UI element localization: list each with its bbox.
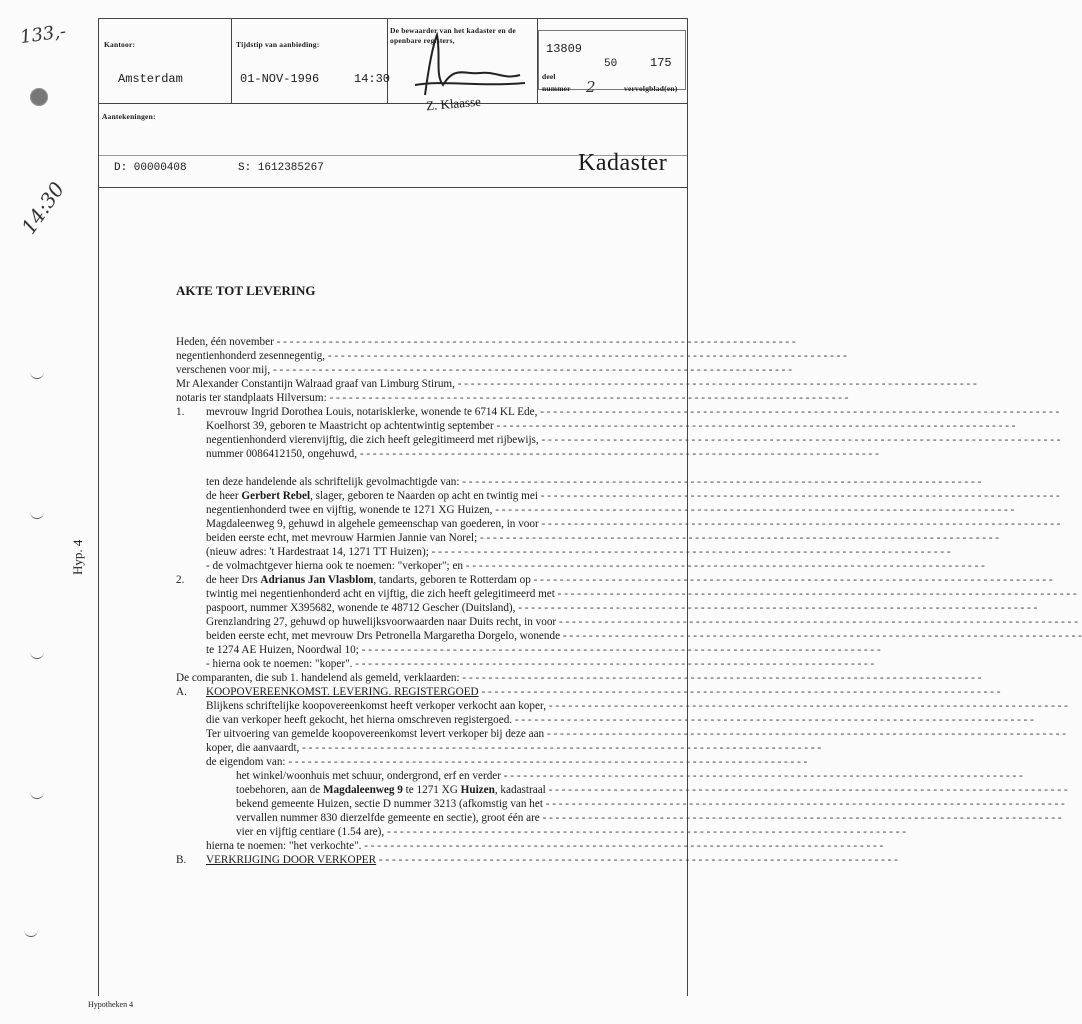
text-line: beiden eerste echt, met mevrouw Harmien Jannie van Norel; - - - - - - - - - - - - - - - - - - - - - - - - - - - - - - - - - - - - - - - - - - - - - - - - - - - - - - - - - - - - - - - - - - - - - - - - - - - - - - - -	[206, 532, 999, 544]
text-line: negentienhonderd vierenvijftig, die zich heeft gelegitimeerd met rijbewijs, - - - - - - - - - - - - - - - - - - - - - - - - - - - - - - - - - - - - - - - - - - - - - - - - - - - - - - - - - - - - - - - - - - - - - - - - - - - - - - - -	[206, 434, 1061, 446]
d-code: D: 00000408	[114, 162, 187, 174]
text-line: nummer 0086412150, ongehuwd, - - - - - - - - - - - - - - - - - - - - - - - - - - - - - - - - - - - - - - - - - - - - - - - - - - - - - - - - - - - - - - - - - - - - - - - - - - - - - - - -	[206, 448, 879, 460]
text-line: die van verkoper heeft gekocht, het hierna omschreven registergoed. - - - - - - - - - - - - - - - - - - - - - - - - - - - - - - - - - - - - - - - - - - - - - - - - - - - - - - - - - - - - - - - - - - - - - - - - - - - - - - - -	[206, 714, 1034, 726]
line-filler: - - - - - - - - - - - - - - - - - - - - - - - - - - - - - - - - - - - - - - - - - - - - - - - - - - - - - - - - - - - - - - - - - - - - - - - - - - - - - - - -	[477, 532, 999, 544]
line-filler: - - - - - - - - - - - - - - - - - - - - - - - - - - - - - - - - - - - - - - - - - - - - - - - - - - - - - - - - - - - - - - - - - - - - - - - - - - - - - - - -	[560, 630, 1082, 642]
text-line: De comparanten, die sub 1. handelend als gemeld, verklaarden: - - - - - - - - - - - - - - - - - - - - - - - - - - - - - - - - - - - - - - - - - - - - - - - - - - - - - - - - - - - - - - - - - - - - - - - - - - - - - - - -	[176, 672, 982, 684]
line-filler: - - - - - - - - - - - - - - - - - - - - - - - - - - - - - - - - - - - - - - - - - - - - - - - - - - - - - - - - - - - - - - - - - - - - - - - - - - - - - - - -	[384, 826, 906, 838]
text-line: (nieuw adres: 't Hardestraat 14, 1271 TT Huizen); - - - - - - - - - - - - - - - - - - - - - - - - - - - - - - - - - - - - - - - - - - - - - - - - - - - - - - - - - - - - - - - - - - - - - - - - - - - - - - - -	[206, 546, 951, 558]
line-filler: - - - - - - - - - - - - - - - - - - - - - - - - - - - - - - - - - - - - - - - - - - - - - - - - - - - - - - - - - - - - - - - - - - - - - - - - - - - - - - - -	[326, 392, 849, 404]
stamp-deel-label: deel	[542, 72, 556, 81]
document-title: AKTE TOT LEVERING	[176, 283, 316, 298]
text-line: koper, die aanvaardt, - - - - - - - - - - - - - - - - - - - - - - - - - - - - - - - - - - - - - - - - - - - - - - - - - - - - - - - - - - - - - - - - - - - - - - - - - - - - - - - -	[206, 742, 822, 754]
line-filler: - - - - - - - - - - - - - - - - - - - - - - - - - - - - - - - - - - - - - - - - - - - - - - - - - - - - - - - - - - - - - - - - - - - - - - - - - - - - - - - -	[493, 420, 1016, 432]
text-line: de heer Gerbert Rebel, slager, geboren te Naarden op acht en twintig mei - - - - - - - - - - - - - - - - - - - - - - - - - - - - - - - - - - - - - - - - - - - - - - - - - - - - - - - - - - - - - - - - - - - - - - - - - - - - - - - -	[206, 490, 1060, 502]
text-line: - de volmachtgever hierna ook te noemen: "verkoper"; en - - - - - - - - - - - - - - - - - - - - - - - - - - - - - - - - - - - - - - - - - - - - - - - - - - - - - - - - - - - - - - - - - - - - - - - - - - - - - - - -	[206, 560, 985, 572]
line-filler: - - - - - - - - - - - - - - - - - - - - - - - - - - - - - - - - - - - - - - - - - - - - - - - - - - - - - - - - - - - - - - - - - - - - - - - - - - - - - - - -	[539, 812, 1062, 824]
text-line: toebehoren, aan de Magdaleenweg 9 te 1271 XG Huizen, kadastraal - - - - - - - - - - - - - - - - - - - - - - - - - - - - - - - - - - - - - - - - - - - - - - - - - - - - - - - - - - - - - - - - - - - - - - - - - - - - - - - -	[236, 784, 1068, 796]
text-line: Blijkens schriftelijke koopovereenkomst heeft verkoper verkocht aan koper, - - - - - - - - - - - - - - - - - - - - - - - - - - - - - - - - - - - - - - - - - - - - - - - - - - - - - - - - - - - - - - - - - - - - - - - - - - - - - - - -	[206, 700, 1068, 712]
line-filler: - - - - - - - - - - - - - - - - - - - - - - - - - - - - - - - - - - - - - - - - - - - - - - - - - - - - - - - - - - - - - - - - - - - - - - - - - - - - - - - -	[478, 686, 1001, 698]
margin-note-top: 133,-	[18, 20, 68, 49]
line-filler: - - - - - - - - - - - - - - - - - - - - - - - - - - - - - - - - - - - - - - - - - - - - - - - - - - - - - - - - - - - - - - - - - - - - - - - - - - - - - - - -	[538, 518, 1061, 530]
side-label: Hyp. 4	[70, 539, 85, 575]
margin-mark	[30, 790, 44, 799]
line-filler: - - - - - - - - - - - - - - - - - - - - - - - - - - - - - - - - - - - - - - - - - - - - - - - - - - - - - - - - - - - - - - - - - - - - - - - - - - - - - - - -	[537, 406, 1060, 418]
footer-label: Hypotheken 4	[88, 1000, 134, 1009]
line-filler: - - - - - - - - - - - - - - - - - - - - - - - - - - - - - - - - - - - - - - - - - - - - - - - - - - - - - - - - - - - - - - - - - - - - - - - - - - - - - - - -	[285, 756, 808, 768]
kantoor-label: Kantoor:	[104, 40, 136, 49]
line-filler: - - - - - - - - - - - - - - - - - - - - - - - - - - - - - - - - - - - - - - - - - - - - - - - - - - - - - - - - - - - - - - - - - - - - - - - - - - - - - - - -	[459, 672, 982, 684]
text-line: mevrouw Ingrid Dorothea Louis, notarisklerke, wonende te 6714 KL Ede, - - - - - - - - - - - - - - - - - - - - - - - - - - - - - - - - - - - - - - - - - - - - - - - - - - - - - - - - - - - - - - - - - - - - - - - - - - - - - - - -	[206, 406, 1060, 418]
stamp-value-a: 50	[604, 58, 618, 70]
stamp-handwritten: 2	[586, 78, 596, 96]
text-line: notaris ter standplaats Hilversum: - - - - - - - - - - - - - - - - - - - - - - - - - - - - - - - - - - - - - - - - - - - - - - - - - - - - - - - - - - - - - - - - - - - - - - - - - - - - - - - -	[176, 392, 849, 404]
text-line: negentienhonderd twee en vijftig, wonende te 1271 XG Huizen, - - - - - - - - - - - - - - - - - - - - - - - - - - - - - - - - - - - - - - - - - - - - - - - - - - - - - - - - - - - - - - - - - - - - - - - - - - - - - - - -	[206, 504, 1015, 516]
kantoor-value: Amsterdam	[118, 72, 183, 86]
text-line: hierna te noemen: "het verkochte". - - - - - - - - - - - - - - - - - - - - - - - - - - - - - - - - - - - - - - - - - - - - - - - - - - - - - - - - - - - - - - - - - - - - - - - - - - - - - - - -	[206, 840, 884, 852]
line-filler: - - - - - - - - - - - - - - - - - - - - - - - - - - - - - - - - - - - - - - - - - - - - - - - - - - - - - - - - - - - - - - - - - - - - - - - - - - - - - - - -	[270, 364, 792, 376]
stamp-vervolgblad-label: vervolgblad(en)	[624, 84, 678, 93]
stamp-nummer-label: nummer	[542, 84, 571, 93]
line-filler: - - - - - - - - - - - - - - - - - - - - - - - - - - - - - - - - - - - - - - - - - - - - - - - - - - - - - - - - - - - - - - - - - - - - - - - - - - - - - - - -	[463, 560, 985, 572]
signature-name: Z. Klaasse	[425, 93, 482, 114]
text-line: - hierna ook te noemen: "koper". - - - - - - - - - - - - - - - - - - - - - - - - - - - - - - - - - - - - - - - - - - - - - - - - - - - - - - - - - - - - - - - - - - - - - - - - - - - - - - - -	[206, 658, 875, 670]
item-number: 2.	[176, 574, 185, 586]
stamp-number: 13809	[546, 42, 583, 56]
line-filler: - - - - - - - - - - - - - - - - - - - - - - - - - - - - - - - - - - - - - - - - - - - - - - - - - - - - - - - - - - - - - - - - - - - - - - - - - - - - - - - -	[454, 378, 977, 390]
line-filler: - - - - - - - - - - - - - - - - - - - - - - - - - - - - - - - - - - - - - - - - - - - - - - - - - - - - - - - - - - - - - - - - - - - - - - - - - - - - - - - -	[358, 644, 881, 656]
margin-mark	[30, 510, 44, 519]
item-number: 1.	[176, 406, 185, 418]
text-line: Koelhorst 39, geboren te Maastricht op achtentwintig september - - - - - - - - - - - - - - - - - - - - - - - - - - - - - - - - - - - - - - - - - - - - - - - - - - - - - - - - - - - - - - - - - - - - - - - - - - - - - - - -	[206, 420, 1016, 432]
line-filler: - - - - - - - - - - - - - - - - - - - - - - - - - - - - - - - - - - - - - - - - - - - - - - - - - - - - - - - - - - - - - - - - - - - - - - - - - - - - - - - -	[544, 728, 1066, 740]
line-filler: - - - - - - - - - - - - - - - - - - - - - - - - - - - - - - - - - - - - - - - - - - - - - - - - - - - - - - - - - - - - - - - - - - - - - - - - - - - - - - - -	[273, 336, 796, 348]
text-line: de eigendom van: - - - - - - - - - - - - - - - - - - - - - - - - - - - - - - - - - - - - - - - - - - - - - - - - - - - - - - - - - - - - - - - - - - - - - - - - - - - - - - - -	[206, 756, 808, 768]
signature-scribble	[385, 25, 535, 105]
text-line: het winkel/woonhuis met schuur, ondergrond, erf en verder - - - - - - - - - - - - - - - - - - - - - - - - - - - - - - - - - - - - - - - - - - - - - - - - - - - - - - - - - - - - - - - - - - - - - - - - - - - - - - - -	[236, 770, 1023, 782]
text-line: ten deze handelende als schriftelijk gevolmachtigde van: - - - - - - - - - - - - - - - - - - - - - - - - - - - - - - - - - - - - - - - - - - - - - - - - - - - - - - - - - - - - - - - - - - - - - - - - - - - - - - - -	[206, 476, 982, 488]
stamp-value-b: 175	[650, 56, 672, 70]
margin-mark	[30, 650, 44, 659]
text-line: vier en vijftig centiare (1.54 are), - - - - - - - - - - - - - - - - - - - - - - - - - - - - - - - - - - - - - - - - - - - - - - - - - - - - - - - - - - - - - - - - - - - - - - - - - - - - - - - -	[236, 826, 906, 838]
line-filler: - - - - - - - - - - - - - - - - - - - - - - - - - - - - - - - - - - - - - - - - - - - - - - - - - - - - - - - - - - - - - - - - - - - - - - - - - - - - - - - -	[376, 854, 898, 866]
kadaster-logo: Kadaster	[578, 150, 668, 176]
line-filler: - - - - - - - - - - - - - - - - - - - - - - - - - - - - - - - - - - - - - - - - - - - - - - - - - - - - - - - - - - - - - - - - - - - - - - - - - - - - - - - -	[554, 588, 1077, 600]
bewaarder-label: De bewaarder van het kadaster en de openbare registers,	[390, 26, 516, 45]
text-line: twintig mei negentienhonderd acht en vijftig, die zich heeft gelegitimeerd met - - - - - - - - - - - - - - - - - - - - - - - - - - - - - - - - - - - - - - - - - - - - - - - - - - - - - - - - - - - - - - - - - - - - - - - - - - - - - - - -	[206, 588, 1077, 600]
text-line: negentienhonderd zesennegentig, - - - - - - - - - - - - - - - - - - - - - - - - - - - - - - - - - - - - - - - - - - - - - - - - - - - - - - - - - - - - - - - - - - - - - - - - - - - - - - - -	[176, 350, 847, 362]
line-filler: - - - - - - - - - - - - - - - - - - - - - - - - - - - - - - - - - - - - - - - - - - - - - - - - - - - - - - - - - - - - - - - - - - - - - - - - - - - - - - - -	[361, 840, 884, 852]
line-filler: - - - - - - - - - - - - - - - - - - - - - - - - - - - - - - - - - - - - - - - - - - - - - - - - - - - - - - - - - - - - - - - - - - - - - - - - - - - - - - - -	[512, 714, 1034, 726]
line-filler: - - - - - - - - - - - - - - - - - - - - - - - - - - - - - - - - - - - - - - - - - - - - - - - - - - - - - - - - - - - - - - - - - - - - - - - - - - - - - - - -	[546, 700, 1068, 712]
text-line: verschenen voor mij, - - - - - - - - - - - - - - - - - - - - - - - - - - - - - - - - - - - - - - - - - - - - - - - - - - - - - - - - - - - - - - - - - - - - - - - - - - - - - - - -	[176, 364, 792, 376]
aantekeningen-label: Aantekeningen:	[102, 112, 156, 121]
line-filler: - - - - - - - - - - - - - - - - - - - - - - - - - - - - - - - - - - - - - - - - - - - - - - - - - - - - - - - - - - - - - - - - - - - - - - - - - - - - - - - -	[530, 574, 1053, 586]
line-filler: - - - - - - - - - - - - - - - - - - - - - - - - - - - - - - - - - - - - - - - - - - - - - - - - - - - - - - - - - - - - - - - - - - - - - - - - - - - - - - - -	[352, 658, 875, 670]
tijdstip-label: Tijdstip van aanbieding:	[236, 40, 320, 49]
margin-mark	[24, 928, 38, 937]
text-line: Grenzlandring 27, gehuwd op huwelijksvoorwaarden naar Duits recht, in voor - - - - - - - - - - - - - - - - - - - - - - - - - - - - - - - - - - - - - - - - - - - - - - - - - - - - - - - - - - - - - - - - - - - - - - - - - - - - - - - -	[206, 616, 1078, 628]
punch-hole	[30, 88, 48, 106]
date-value: 01-NOV-1996	[240, 72, 320, 86]
line-filler: - - - - - - - - - - - - - - - - - - - - - - - - - - - - - - - - - - - - - - - - - - - - - - - - - - - - - - - - - - - - - - - - - - - - - - - - - - - - - - - -	[538, 434, 1061, 446]
line-filler: - - - - - - - - - - - - - - - - - - - - - - - - - - - - - - - - - - - - - - - - - - - - - - - - - - - - - - - - - - - - - - - - - - - - - - - - - - - - - - - -	[556, 616, 1078, 628]
line-filler: - - - - - - - - - - - - - - - - - - - - - - - - - - - - - - - - - - - - - - - - - - - - - - - - - - - - - - - - - - - - - - - - - - - - - - - - - - - - - - - -	[459, 476, 982, 488]
text-line: de heer Drs Adrianus Jan Vlasblom, tandarts, geboren te Rotterdam op - - - - - - - - - - - - - - - - - - - - - - - - - - - - - - - - - - - - - - - - - - - - - - - - - - - - - - - - - - - - - - - - - - - - - - - - - - - - - - - -	[206, 574, 1053, 586]
text-line: paspoort, nummer X395682, wonende te 48712 Gescher (Duitsland), - - - - - - - - - - - - - - - - - - - - - - - - - - - - - - - - - - - - - - - - - - - - - - - - - - - - - - - - - - - - - - - - - - - - - - - - - - - - - - - -	[206, 602, 1038, 614]
text-line: VERKRIJGING DOOR VERKOPER - - - - - - - - - - - - - - - - - - - - - - - - - - - - - - - - - - - - - - - - - - - - - - - - - - - - - - - - - - - - - - - - - - - - - - - - - - - - - - - -	[206, 854, 898, 866]
line-filler: - - - - - - - - - - - - - - - - - - - - - - - - - - - - - - - - - - - - - - - - - - - - - - - - - - - - - - - - - - - - - - - - - - - - - - - - - - - - - - - -	[357, 448, 879, 460]
line-filler: - - - - - - - - - - - - - - - - - - - - - - - - - - - - - - - - - - - - - - - - - - - - - - - - - - - - - - - - - - - - - - - - - - - - - - - - - - - - - - - -	[542, 798, 1065, 810]
line-filler: - - - - - - - - - - - - - - - - - - - - - - - - - - - - - - - - - - - - - - - - - - - - - - - - - - - - - - - - - - - - - - - - - - - - - - - - - - - - - - - -	[492, 504, 1015, 516]
margin-note-time: 14:30	[16, 177, 70, 239]
item-letter: A.	[176, 686, 187, 698]
text-line: vervallen nummer 830 dierzelfde gemeente en sectie), groot één are - - - - - - - - - - - - - - - - - - - - - - - - - - - - - - - - - - - - - - - - - - - - - - - - - - - - - - - - - - - - - - - - - - - - - - - - - - - - - - - -	[236, 812, 1062, 824]
time-value: 14:30	[354, 72, 391, 86]
line-filler: - - - - - - - - - - - - - - - - - - - - - - - - - - - - - - - - - - - - - - - - - - - - - - - - - - - - - - - - - - - - - - - - - - - - - - - - - - - - - - - -	[500, 770, 1023, 782]
line-filler: - - - - - - - - - - - - - - - - - - - - - - - - - - - - - - - - - - - - - - - - - - - - - - - - - - - - - - - - - - - - - - - - - - - - - - - - - - - - - - - -	[325, 350, 847, 362]
text-line: Ter uitvoering van gemelde koopovereenkomst levert verkoper bij deze aan - - - - - - - - - - - - - - - - - - - - - - - - - - - - - - - - - - - - - - - - - - - - - - - - - - - - - - - - - - - - - - - - - - - - - - - - - - - - - - - -	[206, 728, 1066, 740]
line-filler: - - - - - - - - - - - - - - - - - - - - - - - - - - - - - - - - - - - - - - - - - - - - - - - - - - - - - - - - - - - - - - - - - - - - - - - - - - - - - - - -	[515, 602, 1038, 614]
text-line: Mr Alexander Constantijn Walraad graaf van Limburg Stirum, - - - - - - - - - - - - - - - - - - - - - - - - - - - - - - - - - - - - - - - - - - - - - - - - - - - - - - - - - - - - - - - - - - - - - - - - - - - - - - - -	[176, 378, 977, 390]
text-line: KOOPOVEREENKOMST. LEVERING. REGISTERGOED - - - - - - - - - - - - - - - - - - - - - - - - - - - - - - - - - - - - - - - - - - - - - - - - - - - - - - - - - - - - - - - - - - - - - - - - - - - - - - - -	[206, 686, 1001, 698]
text-line: Magdaleenweg 9, gehuwd in algehele gemeenschap van goederen, in voor - - - - - - - - - - - - - - - - - - - - - - - - - - - - - - - - - - - - - - - - - - - - - - - - - - - - - - - - - - - - - - - - - - - - - - - - - - - - - - - -	[206, 518, 1061, 530]
text-line: bekend gemeente Huizen, sectie D nummer 3213 (afkomstig van het - - - - - - - - - - - - - - - - - - - - - - - - - - - - - - - - - - - - - - - - - - - - - - - - - - - - - - - - - - - - - - - - - - - - - - - - - - - - - - - -	[236, 798, 1065, 810]
line-filler: - - - - - - - - - - - - - - - - - - - - - - - - - - - - - - - - - - - - - - - - - - - - - - - - - - - - - - - - - - - - - - - - - - - - - - - - - - - - - - - -	[537, 490, 1060, 502]
line-filler: - - - - - - - - - - - - - - - - - - - - - - - - - - - - - - - - - - - - - - - - - - - - - - - - - - - - - - - - - - - - - - - - - - - - - - - - - - - - - - - -	[428, 546, 951, 558]
margin-mark	[30, 370, 44, 379]
line-filler: - - - - - - - - - - - - - - - - - - - - - - - - - - - - - - - - - - - - - - - - - - - - - - - - - - - - - - - - - - - - - - - - - - - - - - - - - - - - - - - -	[299, 742, 822, 754]
item-letter: B.	[176, 854, 187, 866]
s-code: S: 1612385267	[238, 162, 324, 174]
line-filler: - - - - - - - - - - - - - - - - - - - - - - - - - - - - - - - - - - - - - - - - - - - - - - - - - - - - - - - - - - - - - - - - - - - - - - - - - - - - - - - -	[545, 784, 1068, 796]
text-line: Heden, één november - - - - - - - - - - - - - - - - - - - - - - - - - - - - - - - - - - - - - - - - - - - - - - - - - - - - - - - - - - - - - - - - - - - - - - - - - - - - - - - -	[176, 336, 796, 348]
text-line: te 1274 AE Huizen, Noordwal 10; - - - - - - - - - - - - - - - - - - - - - - - - - - - - - - - - - - - - - - - - - - - - - - - - - - - - - - - - - - - - - - - - - - - - - - - - - - - - - - - -	[206, 644, 881, 656]
text-line: beiden eerste echt, met mevrouw Drs Petronella Margaretha Dorgelo, wonende - - - - - - - - - - - - - - - - - - - - - - - - - - - - - - - - - - - - - - - - - - - - - - - - - - - - - - - - - - - - - - - - - - - - - - - - - - - - - - - -	[206, 630, 1082, 642]
